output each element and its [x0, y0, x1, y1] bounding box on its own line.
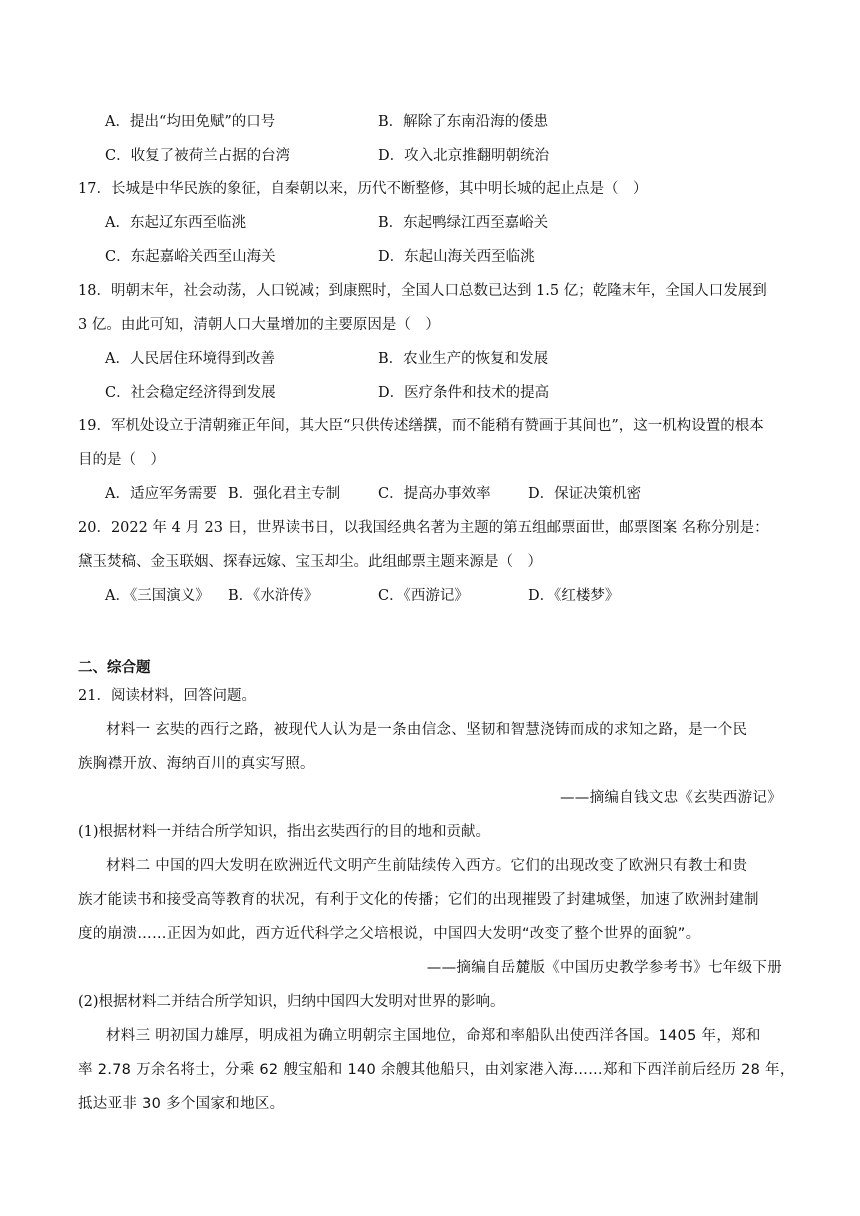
q17-option-a: A．东起辽东西至临洮 [105, 215, 246, 231]
q18-option-b: B．农业生产的恢复和发展 [378, 351, 549, 367]
material1-line1: 材料一 玄奘的西行之路，被现代人认为是一条由信念、坚韧和智慧浇铸而成的求知之路，是一个民 [106, 722, 748, 738]
q20-option-a: A．《三国演义》 [105, 588, 210, 604]
q19-option-b: B．强化君主专制 [228, 486, 341, 502]
q18-option-c: C．社会稳定经济得到发展 [105, 385, 276, 401]
q19-option-a: A．适应军务需要 [105, 486, 217, 502]
q20-stem-line1: 20．2022 年 4 月 23 日，世界读书日，以我国经典名著为主题的第五组邮票面世，邮票图案 名称分别是： [78, 520, 769, 536]
q18-stem-line2: 3 亿。由此可知，清朝人口大量增加的主要原因是（ ） [78, 317, 440, 333]
q16-option-b: B．解除了东南沿海的倭患 [378, 114, 549, 130]
q18-option-d: D．医疗条件和技术的提高 [378, 385, 550, 401]
material3-line1: 材料三 明初国力雄厚，明成祖为确立明朝宗主国地位，命郑和率船队出使西洋各国。1405 年，郑和 [106, 1028, 761, 1044]
q17-option-d: D．东起山海关西至临洮 [378, 249, 535, 265]
q20-option-c: C．《西游记》 [378, 588, 469, 604]
q20-stem-line2: 黛玉焚稿、金玉联姻、探春远嫁、宝玉却尘。此组邮票主题来源是（ ） [78, 554, 542, 570]
q21-stem: 21．阅读材料，回答问题。 [78, 688, 256, 704]
q19-option-d: D．保证决策机密 [528, 486, 642, 502]
q19-option-c: C．提高办事效率 [378, 486, 491, 502]
material1-line2: 族胸襟开放、海纳百川的真实写照。 [78, 756, 315, 772]
q18-stem-line1: 18．明朝末年，社会动荡，人口锐减；到康熙时，全国人口总数已达到 1.5 亿；乾隆末年，全国人口发展到 [78, 283, 767, 299]
material2-line2: 族才能读书和接受高等教育的状况，有利于文化的传播；它们的出现摧毁了封建城堡，加速了欧洲封建制 [78, 892, 759, 908]
section-title: 二、综合题 [78, 660, 151, 676]
q16-option-a: A．提出“均田免赋”的口号 [105, 114, 276, 130]
q17-option-b: B．东起鸭绿江西至嘉峪关 [378, 215, 549, 231]
material2-source: ——摘编自岳麓版《中国历史教学参考书》七年级下册 [426, 960, 782, 976]
q21-sub2: (2)根据材料二并结合所学知识，归纳中国四大发明对世界的影响。 [78, 994, 505, 1010]
q18-option-a: A．人民居住环境得到改善 [105, 351, 275, 367]
q16-option-d: D．攻入北京推翻明朝统治 [378, 148, 550, 164]
material2-line1: 材料二 中国的四大发明在欧洲近代文明产生前陆续传入西方。它们的出现改变了欧洲只有教士和贵 [106, 858, 748, 874]
q19-stem-line2: 目的是（ ） [78, 452, 165, 468]
material1-source: ——摘编自钱文忠《玄奘西游记》 [560, 790, 782, 806]
q21-sub1: (1)根据材料一并结合所学知识，指出玄奘西行的目的地和贡献。 [78, 824, 491, 840]
material2-line3: 度的崩溃……正因为如此，西方近代科学之父培根说，中国四大发明“改变了整个世界的面貌”。 [78, 926, 701, 942]
q19-stem-line1: 19．军机处设立于清朝雍正年间，其大臣“只供传述缮撰，而不能稍有赞画于其间也”，这一机构设置的根本 [78, 418, 764, 434]
q17-option-c: C．东起嘉峪关西至山海关 [105, 249, 276, 265]
q17-stem: 17．长城是中华民族的象征，自秦朝以来，历代不断整修，其中明长城的起止点是（ ） [78, 181, 648, 197]
q16-option-c: C．收复了被荷兰占据的台湾 [105, 148, 291, 164]
material3-line2: 率 2.78 万余名将士，分乘 62 艘宝船和 140 余艘其他船只，由刘家港入海……郑和下西洋前后经历 28 年， [78, 1062, 795, 1078]
q20-option-d: D．《红楼梦》 [528, 588, 620, 604]
material3-line3: 抵达亚非 30 多个国家和地区。 [78, 1096, 285, 1112]
q20-option-b: B．《水浒传》 [228, 588, 319, 604]
